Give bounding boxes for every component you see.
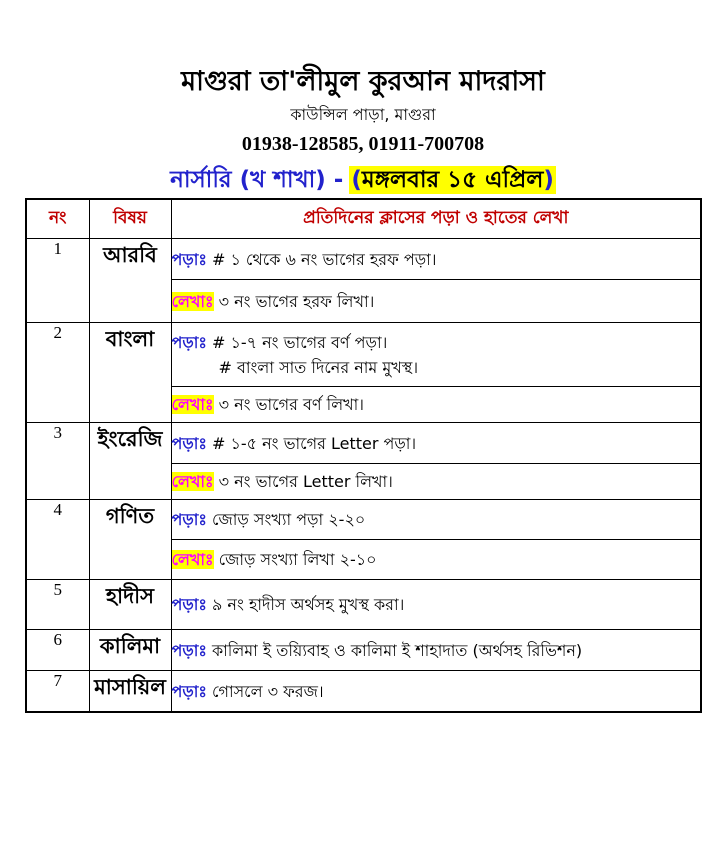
subject-name: মাসায়িল <box>89 671 171 713</box>
pora-text: কালিমা ই তয়্যিবাহ ও কালিমা ই শাহাদাত (অর্থসহ রিভিশন) <box>211 640 583 660</box>
table-row <box>26 671 701 713</box>
table-row <box>26 323 701 387</box>
pora-text: # ১-৫ নং ভাগের Letter পড়া। <box>211 433 417 453</box>
pora-label: পড়াঃ <box>171 510 207 529</box>
subject-name: কালিমা <box>89 630 171 671</box>
pora-label: পড়াঃ <box>171 249 207 269</box>
lekha-cell <box>171 280 701 323</box>
document-header <box>0 0 726 195</box>
date-text: মঙ্গলবার ১৫ এপ্রিল <box>361 167 544 193</box>
lekha-text: ৩ নং ভাগের বর্ণ লিখা। <box>218 395 365 414</box>
homework-table <box>25 198 702 713</box>
pora-cell <box>171 423 701 464</box>
col-header-no: নং <box>26 199 89 239</box>
pora-cell <box>171 239 701 280</box>
table-row <box>26 239 701 280</box>
pora-label: পড়াঃ <box>171 433 207 453</box>
col-header-lessons: প্রতিদিনের ক্লাসের পড়া ও হাতের লেখা <box>171 199 701 239</box>
pora-label: পড়াঃ <box>171 332 207 352</box>
lekha-text: ৩ নং ভাগের Letter লিখা। <box>218 472 393 491</box>
row-number: 2 <box>26 323 89 423</box>
subject-name: ইংরেজি <box>89 423 171 500</box>
pora-text: ৯ নং হাদীস অর্থসহ মুখস্থ করা। <box>211 595 405 614</box>
row-number: 4 <box>26 500 89 580</box>
class-section-label: নার্সারি (খ শাখা) - <box>170 167 344 193</box>
pora-label: পড়াঃ <box>171 681 207 701</box>
pora-cell <box>171 580 701 630</box>
pora-text: # ১-৭ নং ভাগের বর্ণ পড়া। <box>211 332 388 352</box>
row-number: 3 <box>26 423 89 500</box>
pora-cell <box>171 630 701 671</box>
lekha-text: জোড় সংখ্যা লিখা ২-১০ <box>218 550 377 569</box>
lekha-text: ৩ নং ভাগের হরফ লিখা। <box>218 291 375 311</box>
subject-name: হাদীস <box>89 580 171 630</box>
table-row <box>26 580 701 630</box>
subject-name: আরবি <box>89 239 171 323</box>
lekha-label: লেখাঃ <box>171 395 214 414</box>
table-row <box>26 500 701 540</box>
row-number: 5 <box>26 580 89 630</box>
lekha-label: লেখাঃ <box>171 550 214 569</box>
pora-line-1 <box>172 330 701 355</box>
lekha-cell <box>171 464 701 500</box>
row-number: 1 <box>26 239 89 323</box>
school-name: মাগুরা তা'লীমুল কুরআন মাদরাসা <box>181 66 545 97</box>
date-highlight <box>349 166 556 194</box>
date-open-paren: ( <box>351 167 362 193</box>
lekha-label: লেখাঃ <box>171 472 214 491</box>
pora-label: পড়াঃ <box>171 640 207 660</box>
row-number: 7 <box>26 671 89 713</box>
date-close-paren: ) <box>543 167 554 193</box>
col-header-subject: বিষয় <box>89 199 171 239</box>
subject-name: বাংলা <box>89 323 171 423</box>
pora-cell <box>171 500 701 540</box>
lekha-label: লেখাঃ <box>171 291 214 311</box>
pora-text: জোড় সংখ্যা পড়া ২-২০ <box>211 510 366 529</box>
pora-line-2 <box>172 355 701 380</box>
pora-text-2: # বাংলা সাত দিনের নাম মুখস্থ। <box>218 357 419 377</box>
school-address: কাউন্সিল পাড়া, মাগুরা <box>290 105 436 124</box>
pora-text: গোসলে ৩ ফরজ। <box>211 681 324 701</box>
phone-numbers: 01938-128585, 01911-700708 <box>241 133 485 155</box>
pora-text: # ১ থেকে ৬ নং ভাগের হরফ পড়া। <box>211 249 437 269</box>
pora-label: পড়াঃ <box>171 595 207 614</box>
pora-cell <box>171 323 701 387</box>
lekha-cell <box>171 387 701 423</box>
lekha-cell <box>171 540 701 580</box>
table-header-row <box>26 199 701 239</box>
table-row <box>26 630 701 671</box>
table-row <box>26 423 701 464</box>
row-number: 6 <box>26 630 89 671</box>
pora-cell <box>171 671 701 713</box>
class-subtitle <box>0 165 726 195</box>
subject-name: গণিত <box>89 500 171 580</box>
